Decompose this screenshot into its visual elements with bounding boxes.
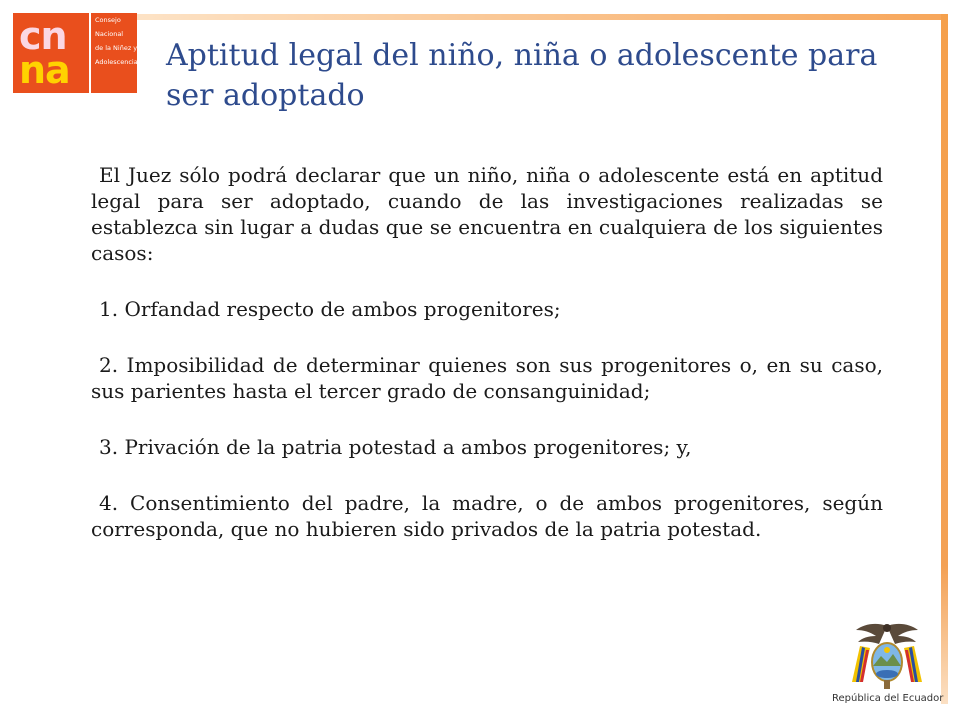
logo-caption-line: de la Niñez y: [95, 44, 138, 52]
cnna-logo: [13, 13, 89, 93]
logo-letters-top: cn: [19, 14, 67, 58]
ecuador-coat-of-arms-icon: [846, 620, 928, 690]
list-item-number: 2.: [99, 353, 119, 377]
slide-body: [91, 162, 883, 572]
list-item-number: 1.: [99, 297, 119, 321]
list-item: [91, 296, 883, 322]
list-item: [91, 434, 883, 460]
list-item-text: Orfandad respecto de ambos progenitores;: [124, 297, 561, 321]
list-item-number: 3.: [99, 435, 119, 459]
list-item: [91, 352, 883, 404]
frame-top-border: [118, 14, 948, 20]
list-item-text: Privación de la patria potestad a ambos progenitores; y,: [124, 435, 692, 459]
list-item-text: Consentimiento del padre, la madre, o de ambos progenitores, según corresponda, que no hubieren sido privados de la patria potestad.: [91, 491, 884, 541]
logo-caption-line: Nacional: [95, 30, 124, 38]
list-item: [91, 490, 883, 542]
emblem-caption: República del Ecuador: [832, 693, 944, 704]
logo-caption-line: Consejo: [95, 16, 121, 24]
logo-letters-bottom: na: [19, 48, 70, 92]
list-item-text: Imposibilidad de determinar quienes son sus progenitores o, en su caso, sus parientes hasta el tercer grado de consanguinidad;: [91, 353, 883, 403]
list-item-number: 4.: [99, 491, 119, 515]
logo-caption-line: Adolescencia: [95, 58, 138, 66]
page-title: Aptitud legal del niño, niña o adolescente para ser adoptado: [166, 38, 878, 113]
intro-paragraph: El Juez sólo podrá declarar que un niño, niña o adolescente está en aptitud legal para ser adoptado, cuando de las investigaciones realizadas se establezca sin lugar a dudas que se encuentra en cualquiera de los siguientes casos:: [91, 163, 883, 265]
logo-caption: [91, 13, 137, 93]
frame-right-border: [941, 14, 948, 704]
